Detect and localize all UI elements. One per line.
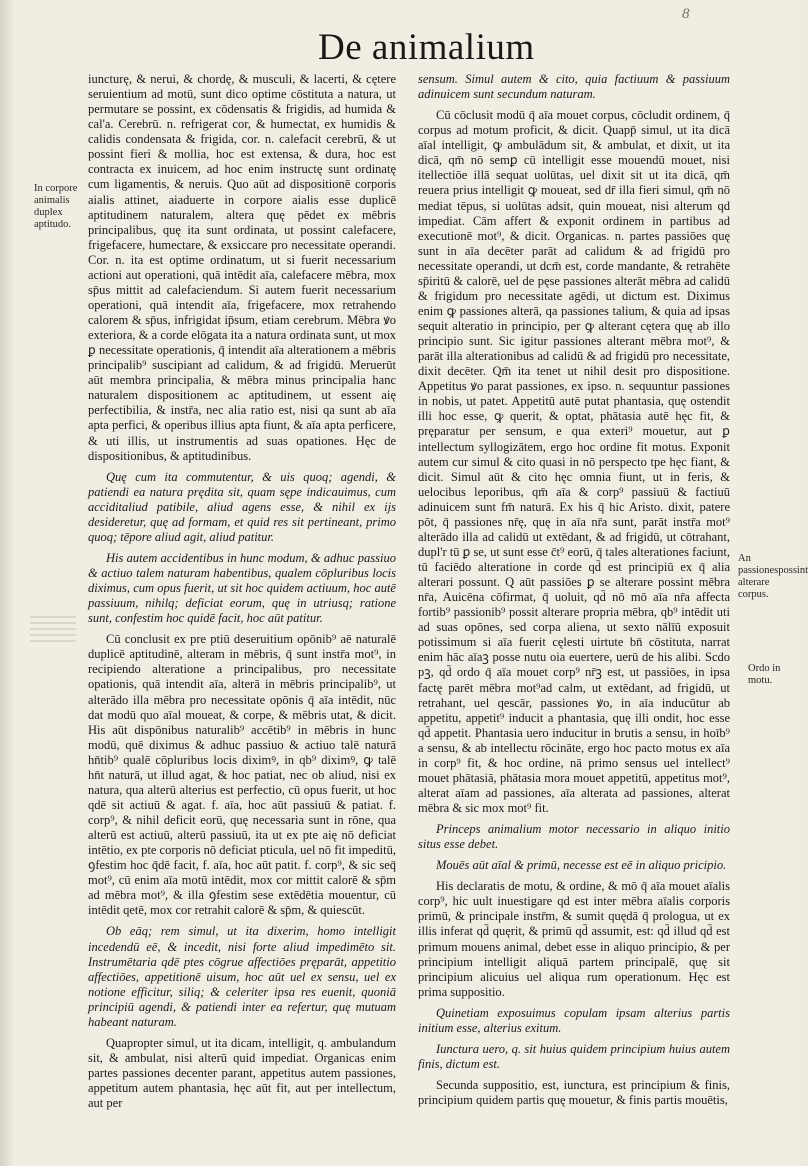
- page-title: De animalium: [318, 27, 535, 68]
- lemma-paragraph: Princeps animalium motor necessario in aliquo initio situs esse debet.: [418, 822, 730, 852]
- paragraph: Cū cōclusit modū q̄ aīa mouet corpus, cōcludit ordinem, q̄ corpus ad motum proficit, & dicit. Quapp̄ simul, ut ita dicā aīal intelligit, ꝙ ambulādum sit, & ambulat, et dixit, ut ita dicā, qm̄ nō semꝑ cū intelligit esse mouendū mouet, nisi itellectiōe illā sequat uolūtas, uel dixit sit ut ita dicā, qm̄ reuera prius intelligit ꝙ moueat, sed dr̄ illa fieri simul, qm̄ nō mediat tēpus, si uolūtas adsit, quin moueat, nisi alterum qd impediat. Cām affert & exponit ordinem in partibus ad executionē mot⁹, & dicit. Organicas. n. partes passiōes quę sunt in aīa decēter parāt ad calidum & ad frigidū pro necessitate operandi, ut dcm̄ est, corde mandante, & retrahēte sp̄iritū & calorē, uel de pęse passiones alterāt mēbra ad calidū & frigidum pro necessitate agēdi, ut dictum est. Diximus enim ꝙ passiones alterā, qa passiones talium, & quia ad ipsas sequit alteratio in principio, per ꝙ alterant cętera quę ab illo principio sunt. Sic igitur passiones alterant mēbra mot⁹, & parāt illa alterationibus ad calidū & ad frigidū pro necessitate, dixit decēter. Qm̄ ita tenet ut nihil desit pro dispositione. Appetitus ꝟo parat passiones, ex ipso. n. sequuntur passiones in nobis, ut patet. Appetitū autē putat phantasia, quę ostendit illi hoc esse, ꝙ querit, & optat, phātasia autē hęc fit, & pręparatur per sensum, e qua exteri⁹ mouetur, aut ꝑ intellectum syllogizātem, ergo hoc ordine fit motus. Exponit autem cur simul & cito quasi in nō perspecto tpe hęc fiant, & dicit. Simul aūt & cito hęc omnia fiunt, ut in feris, & uelocibus leporibus, qm̄ aīa & corp⁹ passiuū & factiuū adinuicem sunt fm̄ naturā. Ex his q̄ hic Aristo. dixit, patere pōt, q̄ passiones nr̄ę, quę in aīa nr̄a sunt, parāt instr̄a mot⁹ alterādo illa ad calidū ut extēdant, & ad frigidū, ut cōtrahant, dupl'r tū ꝑ se, ut sunt esse c̄t⁹ eorū, q̄ tales alterationes faciunt, tū faciēdo alteratione in corde qd̄ est principiū ex q̄ alia alterari possunt. Q aūt passiōes ꝑ se alterare possint mēbra nr̄a, Auicēna cōfirmat, q̄ uoluit, qd̄ nō mō aīa nr̄a affecta fortib⁹ passionib⁹ possit alterare propria mēbra, qb⁹ intēdit uti ad suas opōnes, sed corpa aliena, ut sexto nālīū exposuit potissimum si aīa fuerit cęlesti uirtute bn̄ cōstituta, narrat enim hāc aīaꝫ posse nutu oia euertere, uerū de his alibi. Scdo pꝫ, qd̄ ordo q̄ aīa mouet corp⁹ nr̄ꝫ est, ut passiōes, in ipsa factę parēt mēbra mot⁹ad calm, ut extēdant, ad frigidū, ut retrahant, uel qescār, passiones ꝟo, in aīa inducūtur ab appetitu, appetit⁹ inducit a phantasia, quę illi ondit, hoc esse qd̄ appetit. Phantasia uero inducitur in brutis a sensu, in hoīb⁹ a sensu, & ab intellectu rōcināte, ergo hoc pacto motus ex aīa in corp⁹ fit, & hoc ordine, nā primo sensus uel intellect⁹ mouet phātasiā, phātasia mora mouet appetitū, appetitus mot⁹, alterat aīam ad passiones, aīa alterata ad passiones, alterat mēbra & sic mox mot⁹ fit.: [418, 108, 730, 815]
- paragraph: Quapropter simul, ut ita dicam, intelligit, q. ambulandum sit, & ambulat, nisi alterū quid impediat. Organicas enim partes passiones decenter parant, appetitus autem passiones, appetitum autem phantasia, hęc aūt fit, aut per intellectum, aut per: [88, 1035, 396, 1111]
- lemma-paragraph: sensum. Simul autem & cito, quia factiuum & passiuum adinuicem sunt secundum naturam.: [418, 72, 730, 102]
- lemma-paragraph: Ob eāq; rem simul, ut ita dixerim, homo intelligit incedendū eē, & incedit, nisi forte aliud impedimēto sit. Instrumētaria qdē ptes cōgrue affectiōes pręparāt, appetitio affectiōes, appetitionē uisum, hoc aūt uel ex sensu, uel ex notione efficitur, siliq; & celeriter ipsa res euenit, quoniā principiū agendi, & patiendi inter ea refertur, quę mutuam habeant naturam.: [88, 924, 396, 1029]
- bleed-through-mark: [30, 612, 76, 642]
- lemma-paragraph: His autem accidentibus in hunc modum, & adhuc passiuo & actiuo talem naturam habentibus, qualem cōpluribus locis diximus, cum opus fuerit, ut sit hoc quidem actiuum, hoc autē passiuum, nihilq; deficiat eorum, quę in utriusq; ratione sunt, confestim hoc quidē facit, hoc aūt patitur.: [88, 550, 396, 626]
- right-column: [418, 72, 730, 1114]
- lemma-paragraph: Mouēs aūt aīal & primū, necesse est eē in aliquo pricipio.: [436, 858, 727, 873]
- paragraph: His declaratis de motu, & ordine, & mō q̄ aīa mouet aīalis corp⁹, hic uult inuestigare qd est inter mēbra aīalis corporis primū, & principale instr̄m, & sumit quędā q̄ prologua, ut ex illis inferat qd̄ quęrit, & primū qd̄ assumit, est: qd̄ illud qd̄ est primum mouens animal, debet esse in aliquo principio, & per principium intelligit aliquā partem principalē, quę sit principium alicuius uel aliqua rum operationum. Hęc est prima suppositio.: [418, 879, 730, 999]
- margin-gloss-right-bottom: Ordo in motu.: [748, 663, 781, 686]
- paragraph: Cū conclusit ex pre ptiū deseruitium opōnib⁹ aē naturalē duplicē aptitudinē, alteram in mēbris, q̄ sunt instr̄a mot⁹, in recipiendo alteratione a principalibus, pro necessitate opationis, quā intendit aīa, alterā in mēbris principalib⁹, ut alterādo illa mēbra pro necessitate opōnis q̄ aīa intēdit, nūc dat modū quo aīal moueat, & corpe, & mēbris utat, & dicit. His aūt dispōnibus naturalib⁹ accētib⁹ in mēbris in hunc modū, quē diximus & adhuc passiuo & actiuo talē naturā hn̄tib⁹ qualē cōpluribus locis diximꝰ, in qb⁹ diximꝰ, ꝙ talē hn̄t naturā, ut illud agat, & hoc patiat, nec ob aliud, nisi ex natura, qua alterū alterius est perfectio, cū opus fuerit, ut hoc qdē sit actiuū & agat. f. aīa, hoc aūt passiuū & patiat. f. corp⁹, & nihil deficit eorū, quę necessaria sunt in rōne, qua alterū est actiuū, alterū passiuū, ita ut ex pte aię nō deficiat intētio, ex pte corporis nō deficiat pticula, uel nō fit impeditū, ꝯfestim hoc q̄dē facit, f. aīa, hoc aūt patit. f. corp⁹, & sic seq̄ mot⁹, cū enim aīa motū intēdit, mox cor mittit calorē & sp̄m ad mēbra mot⁹, & illa ꝯfestim sese extēdētia mouentur, cū intēdit qetē, mox cor retrahit calorē & sp̄m, & quiescūt.: [88, 632, 396, 918]
- lemma-paragraph: Quę cum ita commutentur, & uis quoq; agendi, & patiendi ea natura prędita sit, quam sępe indicauimus, cum acciditaliud patibile, aliud agens esse, & nihil ex ijs desideretur, quę ad formam, et quid res sit pertineant, primo quoq; tēpore aliud agit, aliud patitur.: [88, 469, 396, 544]
- folio-number: 8: [682, 6, 690, 22]
- margin-gloss-left: In corpore animalis duplex aptitudo.: [34, 183, 78, 230]
- lemma-paragraph: Quinetiam exposuimus copulam ipsam alterius partis initium esse, alterius exitum.: [418, 1005, 730, 1035]
- paragraph: iuncturę, & nerui, & chordę, & musculi, & lacerti, & cętere seruientium ad motū, sunt dico optime cōstituta a natura, ut permutare se possint, ex cōdensatis & frigidis, ad humida & cal'a. Cerebrū. n. refrigerat cor, & humectat, ex humidis & calidis condensata & frigida, cor. n. calefacit cerebrū, & ut possint fieri & mollia, hoc est extensa, & dura, hoc est contracta ex inuicem, ad hoc enim instructę sunt ordinatę cum ligamentis, & neruis. Quo aūt ad dispositionē corporis aialis attinet, aiaduerte in corpore aialis esse duplicē aptitudinem naturalem, altera quę pēdet ex mēbris principalibus, quę ita sunt ordinata, ut possint calefacere, frigefacere, humectare, & exsiccare pro necessitate operandi. Cor. n. ita est optime ordinatum, ut si fuerit necessarium actioni aut operationi, quā intēdit aīa, calefacere mēbra, mox sp̄us mittit ad calefaciendum. Si autem fuerit necessarium operationi, quā intendit aīa, frigefacere, mox retrahendo calorem & sp̄us, infrigidat ip̄sum, etiam cerebrum. Mēbra ꝟo exteriora, & a corde elōgata ita a natura ordinata sunt, ut mox ꝑ necessitate operationis, q̄ intendit aīa alterationem a mēbris principalib⁹ suscipiant ad calidum, & ad frigidū. Meruerūt aūt membra principalia, & mēbra minus principalia hanc naturalem dispositionem ac aptitudinem, ut essent aię perfectibilia, & instr̄a, nec alia ratio est, nisi qa sunt ab aīa apta perfici, & operibus illius apta fiunt, & aīa apta perficere, & uti illis, ut instrumentis ad suas opationes. Hęc de dispositionibus, & aptitudinibus.: [88, 72, 396, 463]
- margin-gloss-right-top: An passionespossint alterare corpus.: [738, 553, 808, 600]
- left-column: [88, 72, 396, 1117]
- paragraph: Secunda suppositio, est, iunctura, est principium & finis, principium quidem partis quę mouetur, & finis partis mouētis,: [418, 1078, 730, 1108]
- lemma-paragraph: Iunctura uero, q. sit huius quidem principium huius autem finis, dictum est.: [418, 1041, 730, 1071]
